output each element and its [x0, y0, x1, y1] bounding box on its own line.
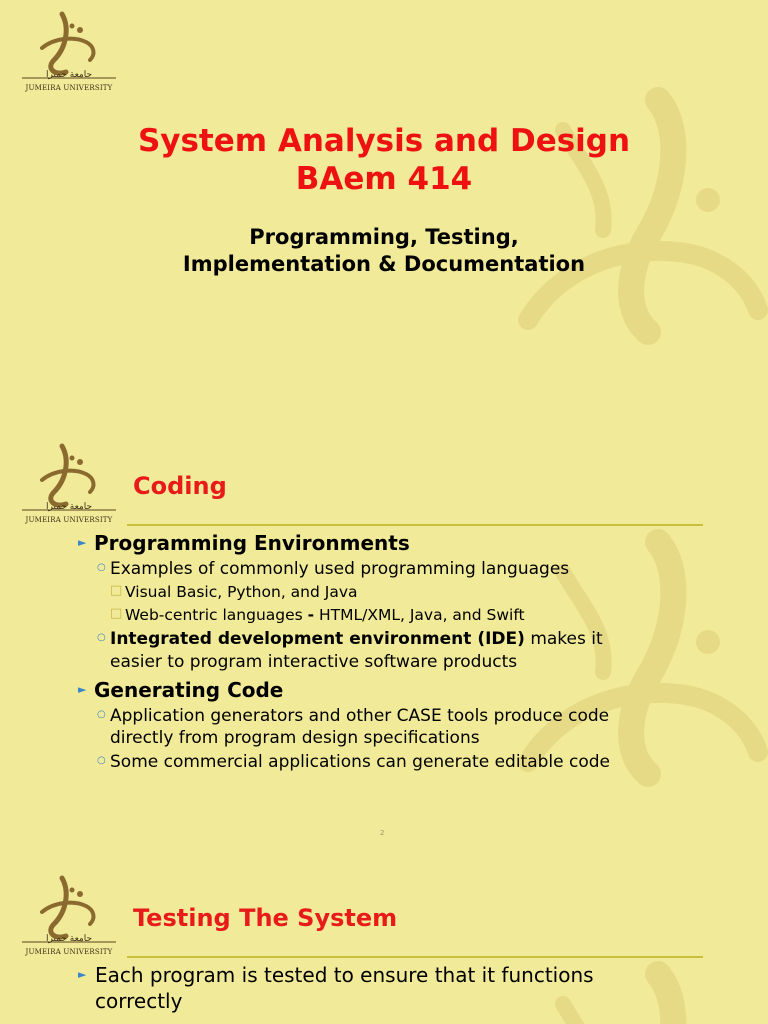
slide-title: Testing The System	[133, 904, 398, 932]
bullet-web-centric	[125, 606, 525, 624]
slide-title-line2: BAem 414	[295, 161, 473, 197]
bullet-circle-icon: ○	[97, 709, 106, 720]
bullet-application-generators-continued: directly from program design specifications	[110, 728, 480, 748]
university-logo	[14, 8, 124, 94]
bullet-square-icon: □	[110, 583, 123, 598]
bullet-circle-icon: ○	[97, 755, 106, 766]
bullet-generating-code: Generating Code	[94, 678, 284, 702]
page-number: 2	[380, 829, 385, 837]
web-centric-label: Web-centric languages	[125, 606, 308, 624]
ide-description: makes it	[524, 629, 603, 649]
slide-subtitle-line1: Programming, Testing,	[249, 225, 519, 249]
slide-2	[0, 432, 768, 864]
slide-1	[0, 0, 768, 432]
slide-subtitle-line2: Implementation & Documentation	[182, 252, 586, 276]
bullet-circle-icon: ○	[97, 632, 106, 643]
slide-3	[0, 864, 768, 1024]
logo-arabic-text: جامعة جميرا	[45, 934, 93, 944]
bullet-application-generators: Application generators and other CASE tools produce code	[110, 706, 610, 726]
bullet-visual-basic: Visual Basic, Python, and Java	[125, 583, 358, 601]
logo-university-name: JUMEIRA UNIVERSITY	[25, 948, 113, 956]
bullet-ide-continued: easier to program interactive software products	[110, 652, 518, 672]
bullet-ide	[110, 629, 603, 649]
bullet-arrow-icon: ►	[78, 683, 87, 696]
bullet-each-program-tested-continued: correctly	[95, 989, 183, 1013]
bullet-arrow-icon: ►	[78, 536, 87, 549]
web-centric-languages: HTML/XML, Java, and Swift	[314, 606, 525, 624]
calligraphy-watermark	[508, 70, 768, 370]
logo-arabic-text: جامعة جميرا	[45, 70, 93, 80]
bullet-commercial-applications: Some commercial applications can generate editable code	[110, 752, 610, 772]
logo-university-name: JUMEIRA UNIVERSITY	[25, 84, 113, 92]
web-centric-dash: -	[307, 606, 315, 624]
logo-arabic-text: جامعة جميرا	[45, 502, 93, 512]
bullet-programming-environments: Programming Environments	[94, 531, 410, 555]
bullet-square-icon: □	[110, 606, 123, 621]
university-logo	[14, 872, 124, 958]
title-divider	[127, 956, 703, 958]
bullet-arrow-icon: ►	[78, 968, 87, 981]
bullet-circle-icon: ○	[97, 562, 106, 573]
slide-title: Coding	[133, 472, 227, 500]
university-logo	[14, 440, 124, 526]
bullet-examples: Examples of commonly used programming languages	[110, 559, 570, 579]
logo-university-name: JUMEIRA UNIVERSITY	[25, 516, 113, 524]
title-divider	[127, 524, 703, 526]
ide-term: Integrated development environment (IDE)	[110, 629, 525, 649]
bullet-each-program-tested: Each program is tested to ensure that it functions	[95, 963, 594, 987]
slide-title-line1: System Analysis and Design	[137, 123, 631, 159]
